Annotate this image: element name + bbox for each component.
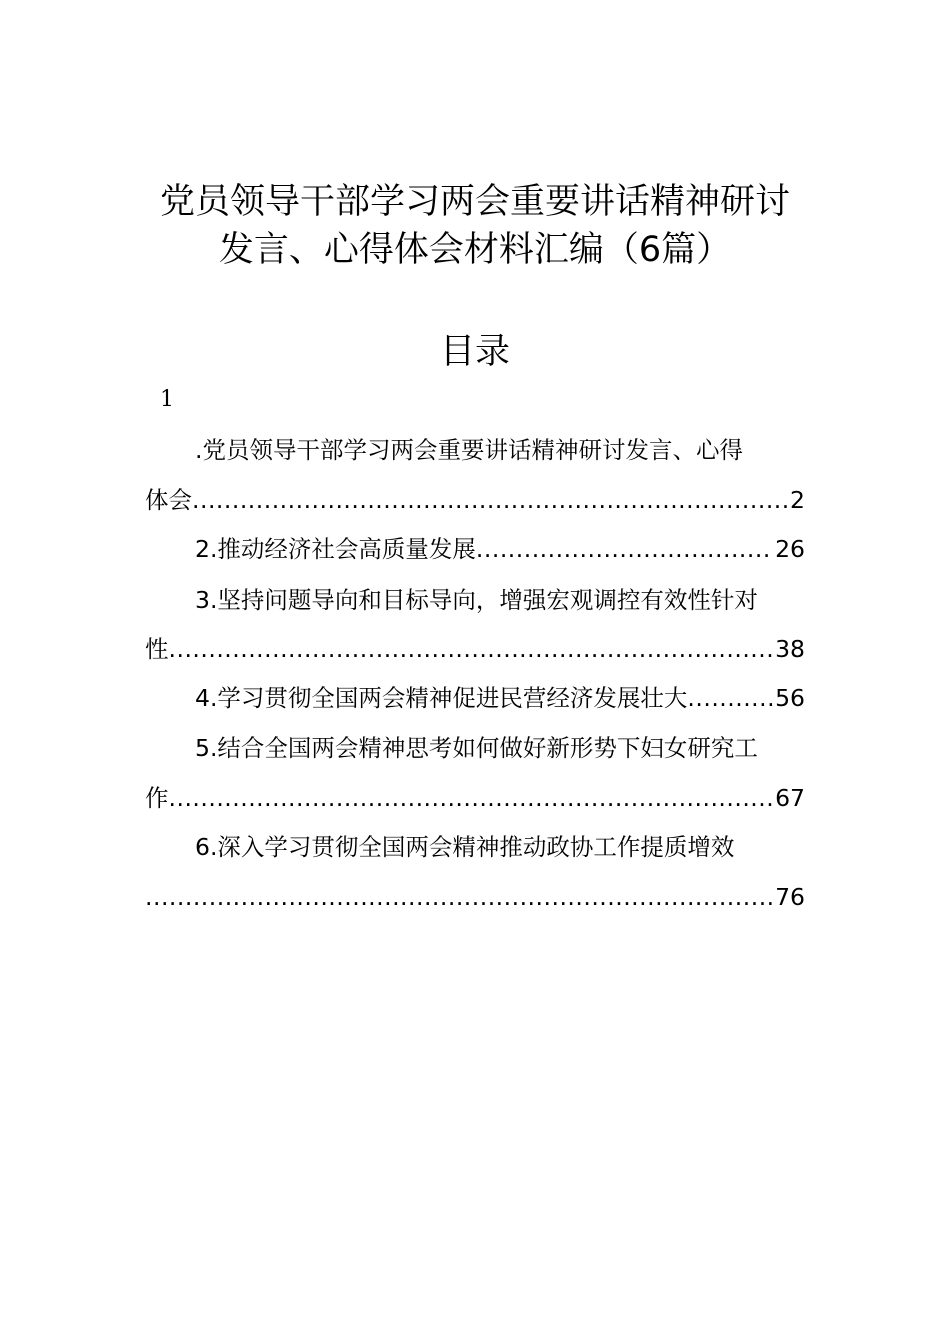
document-title-line-2: 发言、心得体会材料汇编（6篇） — [218, 230, 732, 270]
dot-leader — [476, 529, 773, 569]
toc-entry-5-line-2[interactable] — [145, 778, 805, 818]
toc-entry-2-page: 26 — [775, 535, 805, 563]
toc-entry-3-line-1[interactable]: 3.坚持问题导向和目标导向，增强宏观调控有效性针对 — [195, 586, 758, 614]
toc-entry-3-page: 38 — [775, 635, 805, 663]
toc-entry-6-line-2[interactable] — [145, 877, 805, 917]
toc-entry-4[interactable] — [195, 678, 805, 718]
toc-entry-1-text: 体会 — [145, 486, 192, 514]
toc-entry-6-line-1[interactable]: 6.深入学习贯彻全国两会精神推动政协工作提质增效 — [195, 833, 735, 861]
toc-entry-5-line-1[interactable]: 5.结合全国两会精神思考如何做好新形势下妇女研究工 — [195, 734, 758, 762]
toc-entry-1-line-2[interactable] — [145, 480, 805, 520]
toc-entry-4-page: 56 — [775, 684, 805, 712]
toc-entry-6-page: 76 — [775, 883, 805, 911]
stray-number: 1 — [160, 387, 174, 412]
toc-entry-3-text: 性 — [145, 635, 169, 663]
toc-entry-5-page: 67 — [775, 784, 805, 812]
dot-leader — [145, 877, 773, 917]
toc-entry-3-line-2[interactable] — [145, 629, 805, 669]
dot-leader — [687, 678, 773, 718]
toc-entry-2[interactable] — [195, 529, 805, 569]
dot-leader — [169, 778, 774, 818]
toc-entry-1-page: 2 — [790, 486, 805, 514]
toc-entry-5-text: 作 — [145, 784, 169, 812]
toc-entry-1-line-1[interactable]: .党员领导干部学习两会重要讲话精神研讨发言、心得 — [195, 436, 743, 464]
toc-entry-2-text: 2.推动经济社会高质量发展 — [195, 535, 476, 563]
dot-leader — [169, 629, 774, 669]
toc-entry-4-text: 4.学习贯彻全国两会精神促进民营经济发展壮大 — [195, 684, 688, 712]
dot-leader — [192, 480, 788, 520]
toc-heading: 目录 — [439, 332, 510, 372]
document-title-line-1: 党员领导干部学习两会重要讲话精神研讨 — [159, 182, 790, 222]
